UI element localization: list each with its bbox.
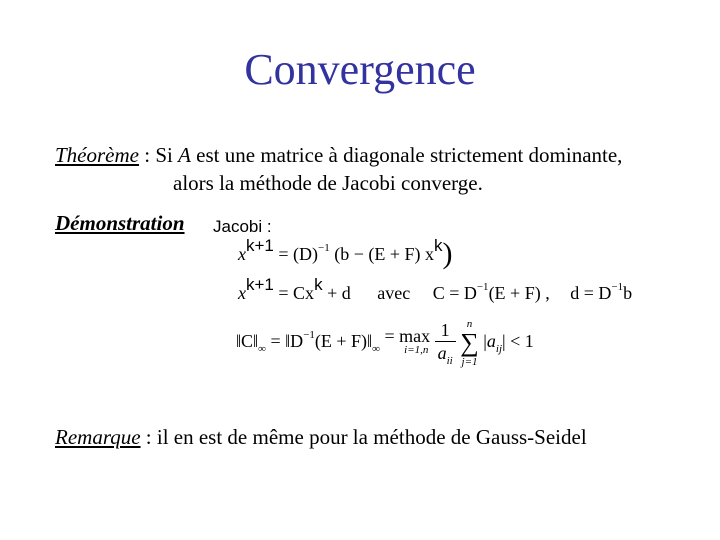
eq2-rest: + d (322, 283, 351, 303)
eq3-term-sub: ij (495, 343, 503, 356)
eq3-term: a (486, 331, 496, 352)
eq3-frac-den-sub: ii (446, 355, 453, 367)
remark-text: : il en est de même pour la méthode de Gauss-Seidel (140, 425, 587, 449)
eq3-mid-sup: −1 (303, 329, 315, 342)
eq2-avec: avec (377, 283, 411, 303)
eq3-sum-bot: j=1 (461, 356, 478, 368)
eq1-rest: (b − (E + F) x (329, 244, 435, 264)
equation-3: $‖C‖_\infty$ = $‖D^{-1}(E$ + $F)‖_\infty$ = max i=1,n $\frac{1}{a_{ii}}$ n ∑ j=1 $|a_{ij}| < 1$ (236, 318, 534, 368)
eq2-lhs-sup: k+1 (246, 275, 274, 294)
eq2-d-rest: b (623, 283, 633, 303)
jacobi-label: Jacobi : (213, 217, 272, 236)
eq3-lhs: ‖C‖ (236, 331, 259, 352)
theorem-sep: : Si (138, 143, 179, 167)
eq3-mid: = ‖D (270, 331, 304, 352)
eq1-rhs-sup: −1 (318, 242, 330, 254)
eq2-rhs: = Cx (278, 283, 315, 303)
eq3-frac-den: a (437, 343, 447, 363)
remark-label: Remarque (55, 425, 141, 449)
eq2-d-sup: −1 (611, 281, 624, 293)
demo-label: Démonstration (55, 211, 185, 235)
demo-label-line (55, 210, 185, 236)
eq2-d-def: d = D (570, 283, 612, 303)
eq1-close: ) (442, 237, 453, 270)
eq3-max-sub: i=1,n (404, 344, 429, 356)
eq3-sum-top: n (466, 318, 473, 330)
theorem-var: A (178, 143, 191, 167)
theorem-line-2: alors la méthode de Jacobi converge. (173, 171, 483, 195)
theorem-label: Théorème (55, 143, 139, 167)
eq1-lhs: x (238, 244, 246, 264)
eq2-rhs-sup: k (314, 275, 323, 294)
eq3-mid-sub: ∞ (372, 343, 380, 356)
eq3-fraction (435, 319, 456, 367)
equation-2 (238, 275, 633, 307)
theorem-text-1: est une matrice à diagonale strictement dominante, (190, 143, 623, 167)
theorem-line-1 (55, 142, 622, 168)
eq2-c-sup: −1 (476, 281, 489, 293)
remark-line (55, 424, 587, 450)
slide-title: Convergence (244, 45, 476, 94)
eq3-frac-num: 1 (435, 319, 456, 342)
eq1-rhs: = (D) (278, 244, 319, 264)
eq2-c-rest: (E + F) , (488, 283, 550, 303)
eq3-lhs-sub: ∞ (258, 343, 266, 356)
eq3-max-label: = max (384, 326, 431, 346)
eq2-lhs: x (238, 283, 246, 303)
eq1-lhs-sup: k+1 (246, 236, 274, 255)
eq3-mid-rest: (E + F)‖ (314, 331, 373, 352)
sigma-icon: ∑ (460, 328, 479, 357)
eq3-sum (460, 318, 479, 368)
eq3-rhs: < 1 (505, 331, 534, 352)
eq2-c-def: C = D (432, 283, 477, 303)
equation-1 (238, 236, 453, 270)
eq3-max (384, 326, 431, 357)
eq1-rest-sup: k (434, 236, 443, 255)
